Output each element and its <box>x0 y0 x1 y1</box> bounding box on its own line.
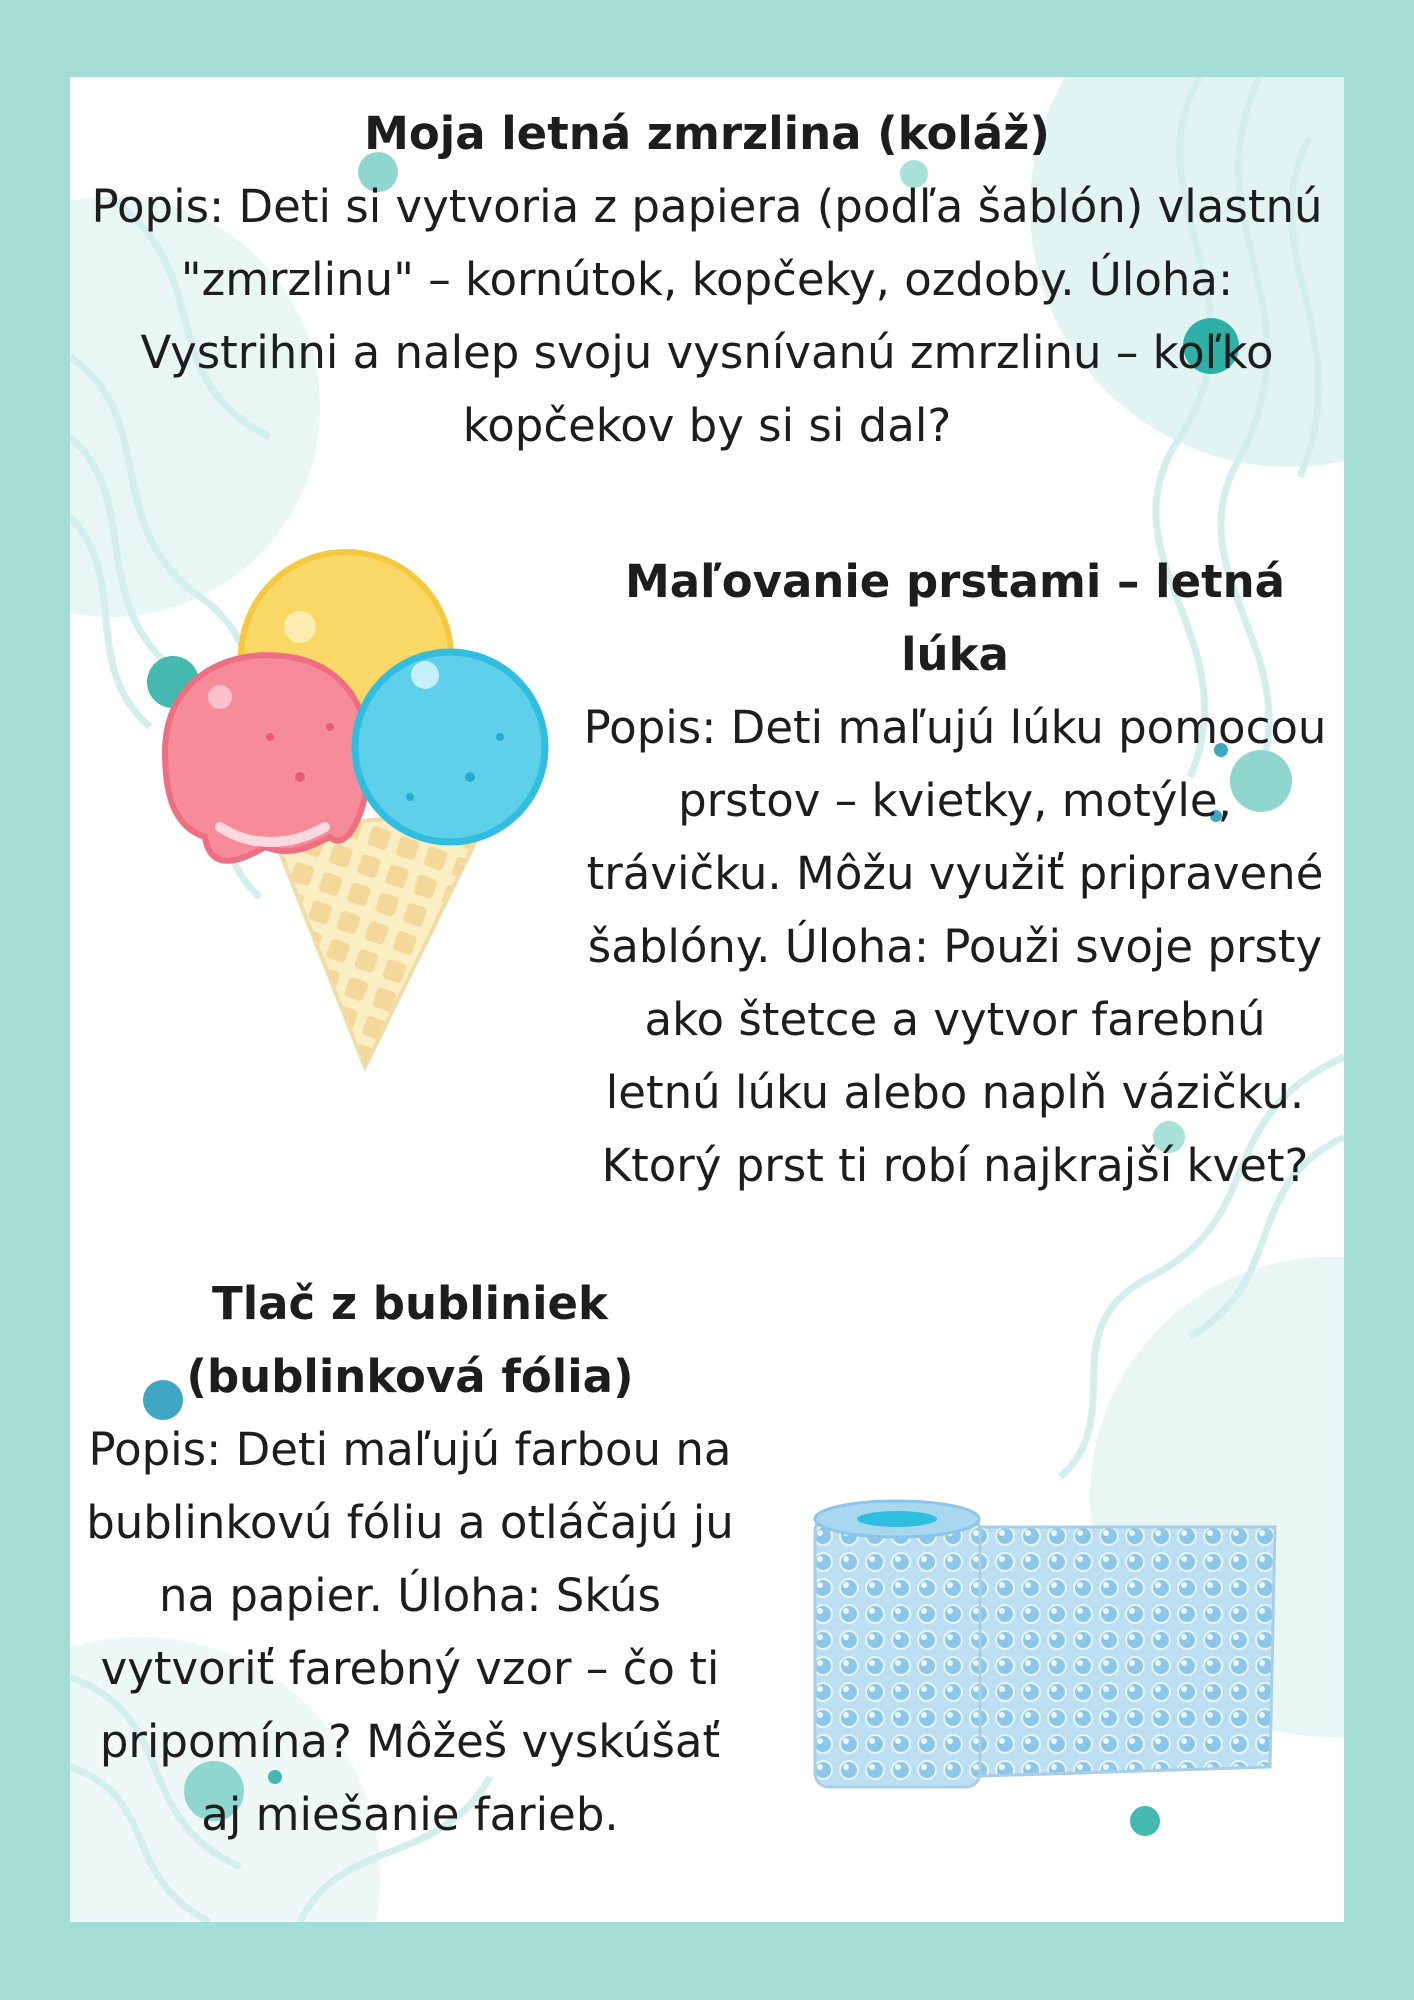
section-title: Moja letná zmrzlina (koláž) <box>364 107 1050 160</box>
ice-cream-icon <box>150 547 550 1087</box>
section-body: Popis: Deti maľujú lúku pomocou prstov – kvietky, motýle, trávičku. Môžu využiť pripravené šablóny. Úloha: Použi svoje prsty ako štetce a vytvor farebnú letnú lúku alebo naplň vázičku. Ktorý prst ti robí najkrajší kvet? <box>583 701 1327 1192</box>
section-title: Tlač z bubliniek (bublinková fólia) <box>186 1277 634 1403</box>
worksheet-page <box>70 77 1344 1922</box>
bubble-wrap-icon <box>810 1497 1290 1797</box>
section-finger-painting <box>580 545 1330 1202</box>
decor-dot <box>1130 1806 1160 1836</box>
section-collage <box>90 97 1324 462</box>
section-title: Maľovanie prstami – letná lúka <box>624 555 1286 681</box>
section-bubble-print <box>80 1267 740 1851</box>
section-body: Popis: Deti si vytvoria z papiera (podľa šablón) vlastnú "zmrzlinu" – kornútok, kopčeky, ozdoby. Úloha: Vystrihni a nalep svoju vysnívanú zmrzlinu – koľko kopčekov by si si dal? <box>91 180 1323 452</box>
section-body: Popis: Deti maľujú farbou na bublinkovú fóliu a otláčajú ju na papier. Úloha: Skús vytvoriť farebný vzor – čo ti pripomína? Môžeš vyskúšať aj miešanie farieb. <box>86 1423 734 1841</box>
